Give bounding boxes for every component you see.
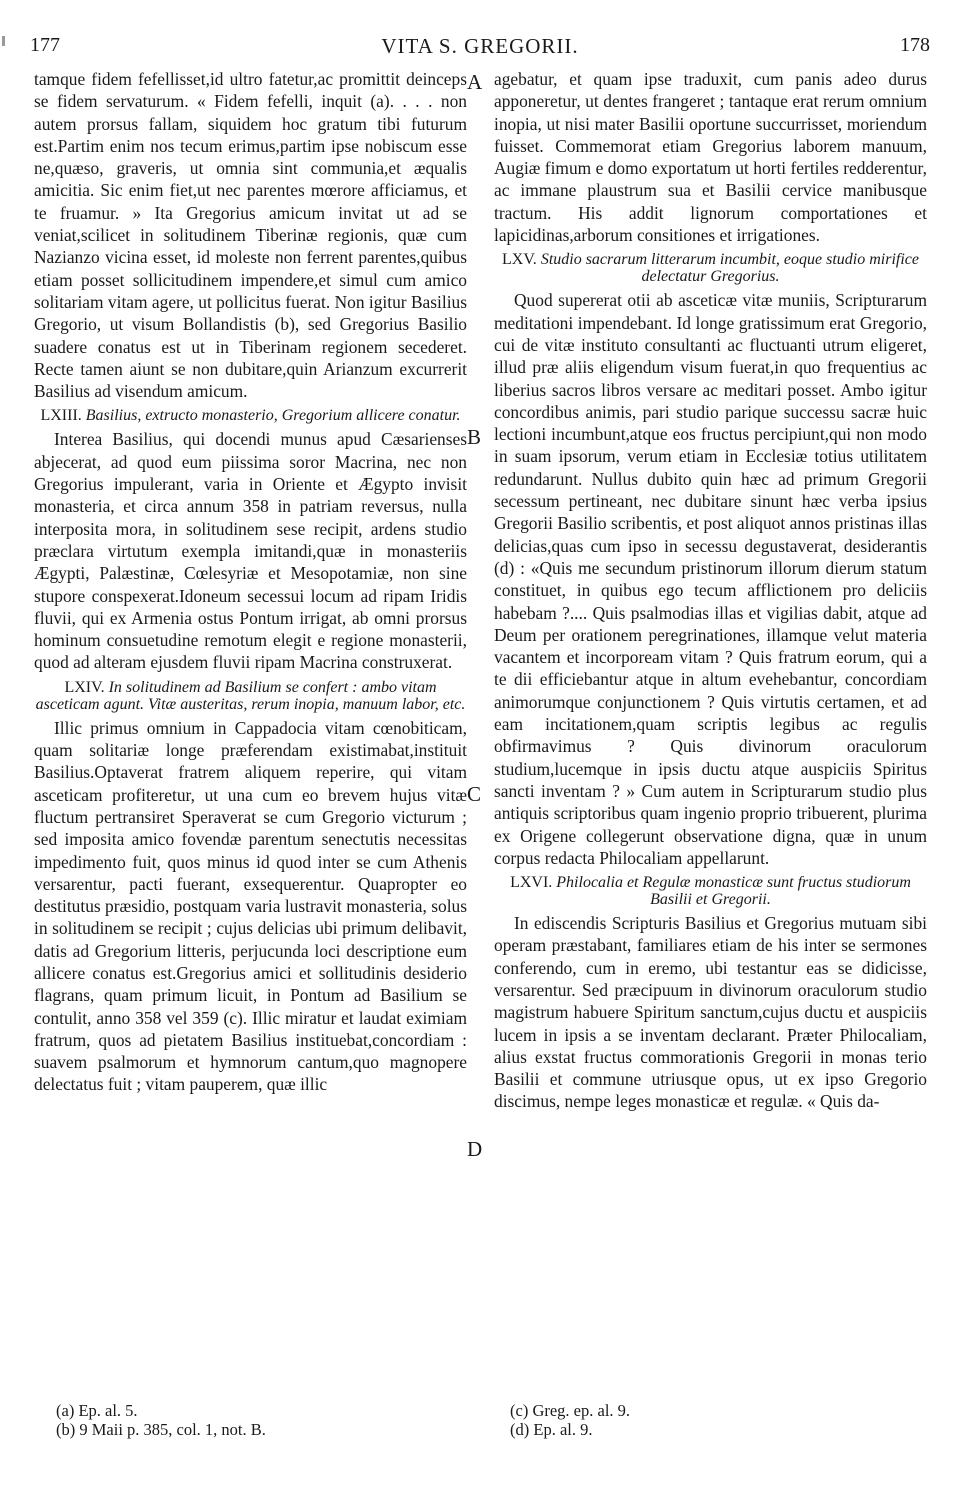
footnote-b: (b) 9 Maii p. 385, col. 1, not. B. [56,1420,266,1439]
margin-marker-b: B [467,425,482,449]
section-heading-lxvi [494,874,927,908]
right-column [494,68,927,1113]
margin-marker-a: A [467,70,483,94]
margin-marker-d: D [467,1137,483,1161]
section-title: In solitudinem ad Basilium se confert : ambo vitam asceticam agunt. Vitæ austeritas, rerum inopia, manuum labor, etc. [35,678,466,713]
section-number: LXIV. [64,678,105,696]
section-title: Basilius, extructo monasterio, Gregorium allicere conatur. [85,407,461,425]
section-number: LXVI. [510,874,553,892]
section-heading-lxiv [34,679,467,713]
right-page-number: 178 [900,34,930,56]
right-paragraph-1: agebatur, et quam ipse traduxit, cum panis adeo durus apponeretur, ut dentes frangeret ; tantaque erat rerum omnium inopia, ut nisi mater Basilii oportune succurrisset, moriendum fuisset. Commemorat etiam Gregorius laborem manuum, Augiæ fimum e domo exportatum ut horti fertiles redderentur, ac immane plaustrum sua et Basilii cervice manibusque tractum. His addit lignorum comportationes et lapicidinas,arborum consitiones et irrigationes. [494,69,927,246]
left-paragraph-1: tamque fidem fefellisset,id ultro fatetur,ac promittit deinceps se fidem servaturum. « Fidem fefelli, inquit (a). . . . non autem prorsus fallam, siquidem hoc gratum tibi futurum est.Partim enim nos tecum erimus,partim ipse nobiscum esse ne,quæso, graveris, ut omnia sint communia,et æqualis amicitia. Sic enim fiet,ut nec parentes mœrore afficiamus, et te fruamur. » Ita Gregorius amicum invitat ut ad se veniat,scilicet in solitudinem Tiberinæ regionis, quæ cum Nazianzo vicina esset, id moleste non ferrent parentes,quibus etiam posset sollicitudinem impendere,et simul cum amico solitariam vitam agere, ut pollicitus fuerat. Non igitur Basilius Gregorio, ut visum Bollandistis (b), sed Gregorius Basilio suadere conatus est ut in Tiberinam regionem secederet. Recte tamen aiunt se non dubitare,quin Arianzum excurrerit Basilius ad visendum amicum. [34,69,467,402]
footnote-c: (c) Greg. ep. al. 9. [510,1401,631,1420]
section-title: Philocalia et Regulæ monasticæ sunt fructus studiorum Basilii et Gregorii. [556,874,911,909]
section-heading-lxiii [34,407,467,424]
section-number: LXIII. [40,407,82,425]
left-column [34,68,467,1096]
right-paragraph-2: Quod supererat otii ab asceticæ vitæ muniis, Scripturarum meditationi impendebant. Id longe gratissimum erat Gregorio, cui de vitæ instituto consultanti ac fluctuanti utrum eligeret, illud præ aliis eligendum visum fuerat,in quo frequentius ac liberius sacros libros versare ac meditari posset. Ambo igitur concordibus animis, pari studio parique successu sacræ huic lectioni incumbunt,atque eos fructus percipiunt,qui non modo in suam ipsorum, verum etiam in Ecclesiæ totius utilitatem redundarunt. Nullus dubito quin hæc ad primum Gregorii secessum pertineant, nec dubitare sinunt hæc verba ipsius Gregorii Basilio scribentis, et post aliquot annos pristinas illas delicias,quas cum ipso in secessu degustaverat, desiderantis (d) : «Quis me secundum pristinorum illorum dierum statum constituet, in quibus ego tecum afflictionem pro deliciis habebam ?.... Quis psalmodias illas et vigilias dabit, atque ad Deum per orationem peregrinationes, illamque velut materia vacantem et incorpoream vitam ? Quis fratrum eorum, qui a te dii efficiebantur atque in altum evehebantur, concordiam animorumque conjunctionem ? Quis virtutis certamen, et ad eam incitationem,quam scriptis legibus ac regulis obfirmavimus ? Quis divinorum oraculorum studium,lucemque in ipsis ductu atque auspiciis Spiritus sancti inventam ? » Cum autem in Scripturarum studio plus antiquis scriptoribus quam ingenio proprio tribuerent, plurima ex Origene collegerunt observatione digna, quæ in unum corpus redacta Philocaliam appellarunt. [494,290,927,868]
footnote-d: (d) Ep. al. 9. [510,1420,593,1439]
left-paragraph-3: Illic primus omnium in Cappadocia vitam cœnobiticam, quam solitariæ longe præferendam existimabat,instituit Basilius.Optaverat fratrem aliquem reperire, qui vitam asceticam profiteretur, ut una cum eo brevem hujus vitæ fluctum pertransiret Speraverat se cum Gregorio victurum ; sed imposita amico fovendæ parentum senectutis necessitas impedimento fuit, quos minus id quod inter se cum Athenis versarentur, pacti fuerant, exsequerentur. Quapropter eo destitutus præsidio, postquam varia lustravit monasteria, solus in solitudinem se recipit ; cujus delicias ubi primum delibavit, datis ad Gregorium litteris, perjucunda loci descriptione eum allicere conatus est.Gregorius amici et sollitudinis desiderio flagrans, quam primum licuit, in Pontum ad Basilium se contulit, anno 358 vel 359 (c). Illic miratur et laudat eximiam fratrum, quos ad pietatem Basilius instituebat,concordiam : suavem psalmorum et hymnorum cantum,quo magnopere delectatus fuit ; vitam pauperem, quæ illic [34,717,467,1095]
section-title: Studio sacrarum litterarum incumbit, eoque studio mirifice delectatur Gregorius. [540,251,920,286]
running-title: VITA S. GREGORII. [381,34,579,58]
scan-edge-mark [2,36,5,46]
section-heading-lxv [494,251,927,285]
right-paragraph-3: In ediscendis Scripturis Basilius et Gregorius mutuam sibi operam præstabant, familiares etiam de his inter se sermones conferendo, cum in eremo, ubi testantur eas se didicisse, versarentur. Sed præcipuum in divinorum oraculorum studio magistrum habuere Spiritum sanctum,cujus ductu et auspiciis lucem in ipsis a se inventam declarant. Præter Philocaliam, alius exstat fructus commorationis Gregorii in monas terio Basilii et commune utriusque opus, ut ex ipso Gregorio discimus, nempe leges monasticæ et regulæ. « Quis da- [494,913,927,1112]
margin-marker-c: C [467,782,482,806]
footnotes-right [510,1401,630,1439]
page-header [30,34,930,64]
left-page-number: 177 [30,34,60,56]
left-paragraph-2: Interea Basilius, qui docendi munus apud Cæsarienses abjecerat, ad quod eum piissima soror Macrina, nec non Gregorius impulerant, varia in Oriente et Ægypto invisit monasteria, et circa annum 358 in patriam reversus, nulla interposita mora, in solitudinem sese recipit, ardens studio præclara virtutum exempla imitandi,quæ in monasteriis Ægypti, Palæstinæ, Cœlesyriæ et Mesopotamiæ, non sine stupore conspexerat.Idoneum secessui locum ad ripam Iridis fluvii, qui ex Armenia ostus Pontum irrigat, ab omni prorsus hominum consuetudine remotum elegit e regione monasterii, quod ad alteram ejusdem fluvii ripam Macrina construxerat. [34,429,467,673]
section-number: LXV. [501,251,537,269]
footnote-a: (a) Ep. al. 5. [56,1401,138,1420]
footnotes-left [56,1401,266,1439]
